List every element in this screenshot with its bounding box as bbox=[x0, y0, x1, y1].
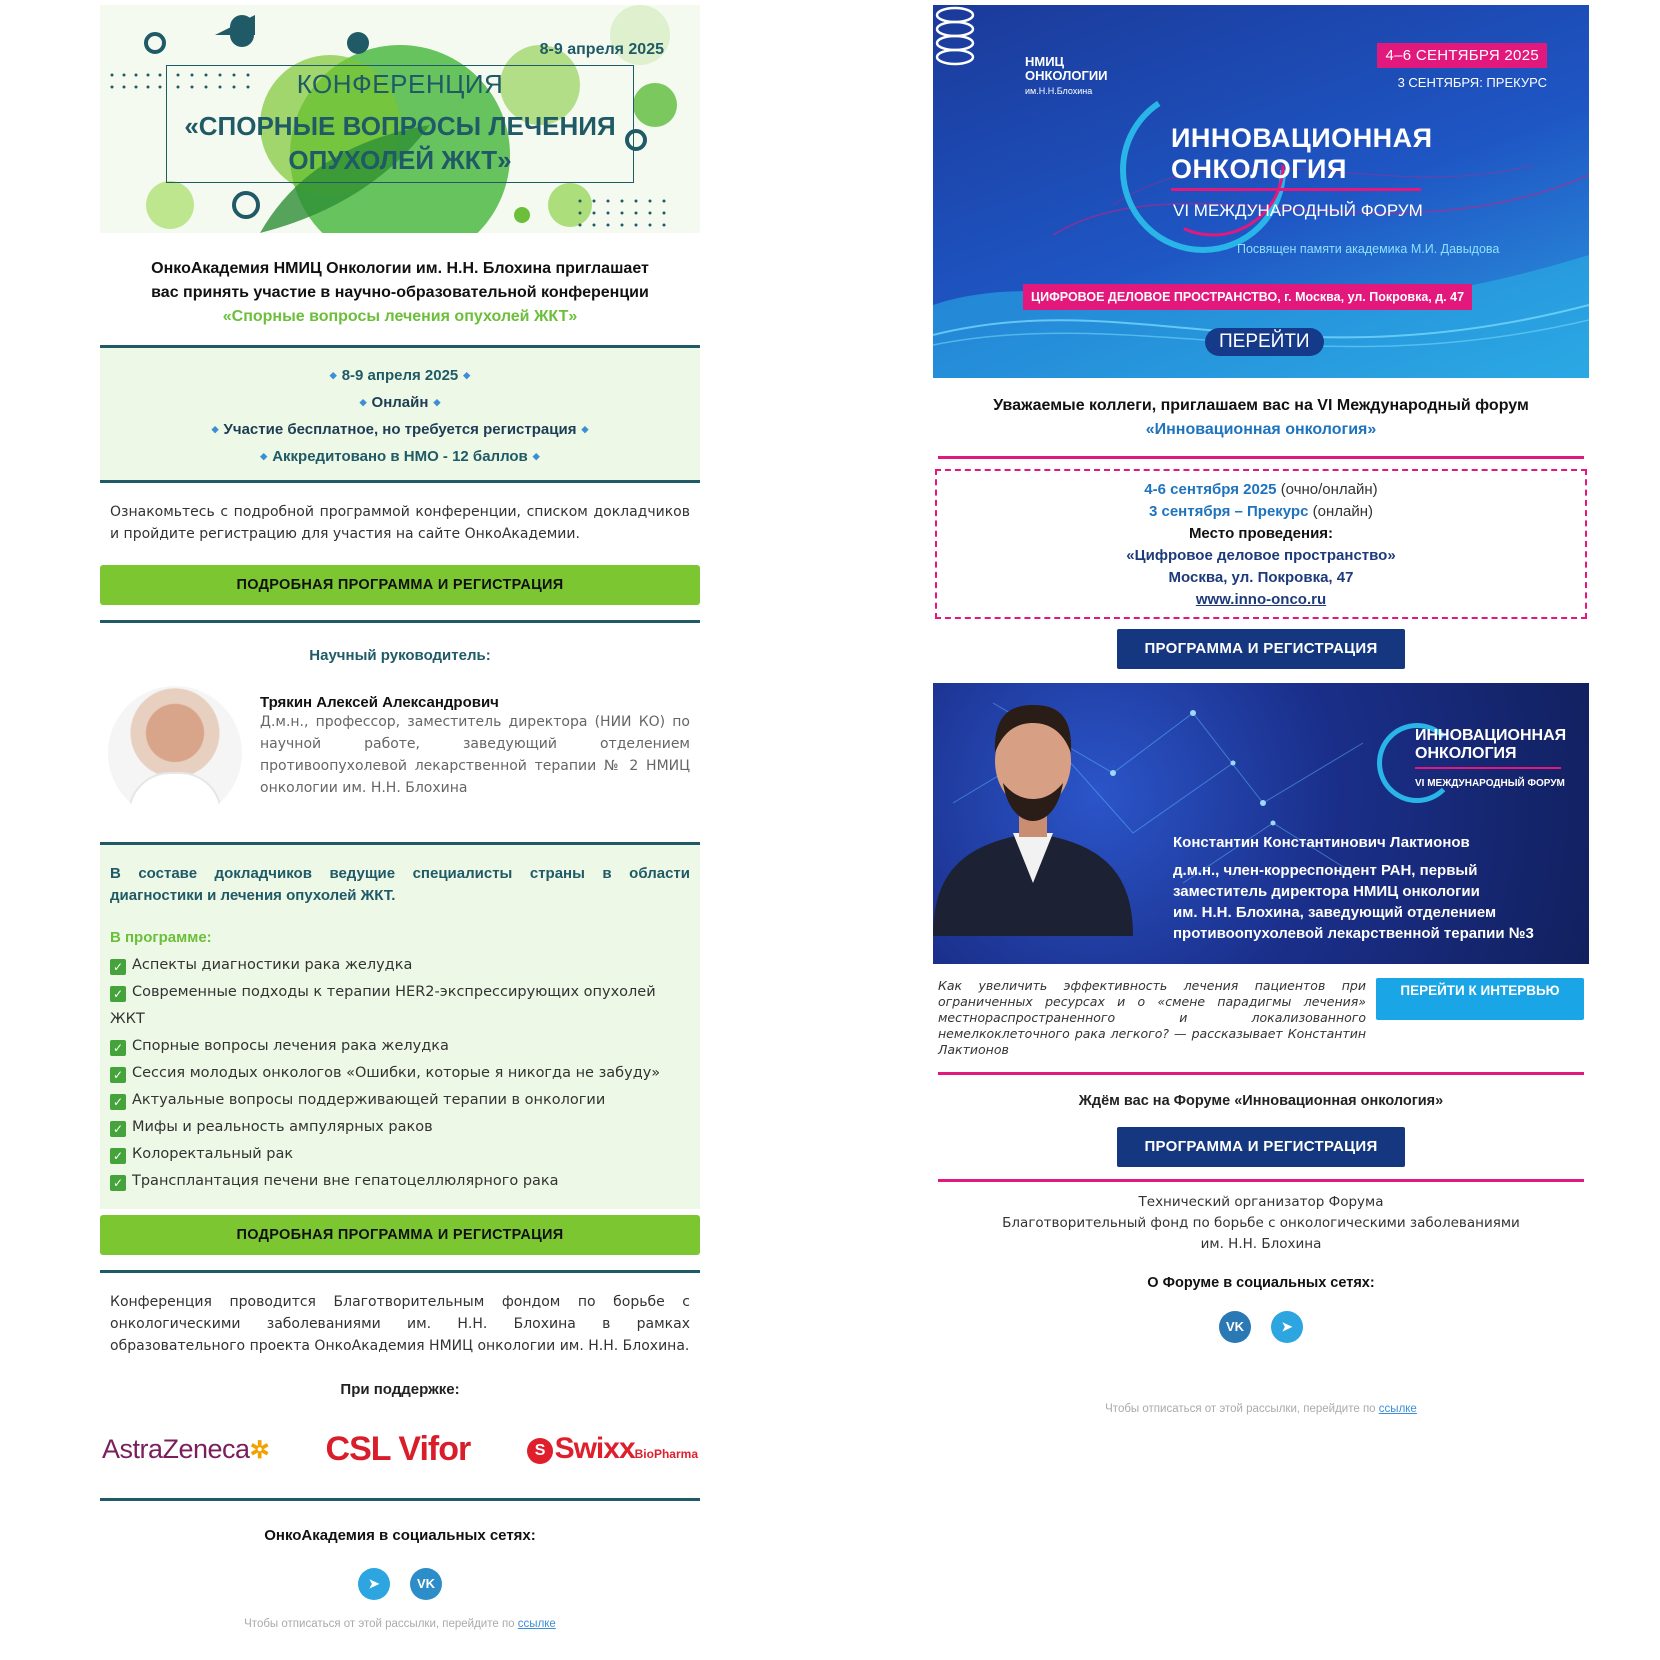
memorial-note: Посвящен памяти академика М.И. Давыдова bbox=[1237, 242, 1500, 256]
interview-text: Как увеличить эффективность лечения пациентов при ограниченных ресурсах и о «смене парадигмы лечения» местнораспространенного и локализованного немелкоклеточного рака легкого? — рассказывает Константин Лактионов bbox=[938, 978, 1366, 1057]
divider bbox=[938, 1179, 1584, 1182]
speakers-lead: В составе докладчиков ведущие специалисты страны в области диагностики и лечения опухолей ЖКТ. bbox=[110, 865, 690, 904]
forum-social-heading: О Форуме в социальных сетях: bbox=[1147, 1275, 1375, 1291]
brand-line: ОНКОЛОГИЯ bbox=[1415, 745, 1517, 762]
lead-info bbox=[260, 686, 690, 820]
lead-name: Трякин Алексей Александрович bbox=[260, 694, 499, 711]
forum-banner[interactable] bbox=[933, 5, 1589, 378]
venue-address: Москва, ул. Покровка, 47 bbox=[1168, 569, 1354, 586]
diamond-bullet-icon: ◆ bbox=[329, 370, 337, 380]
speaker-desc-line: противоопухолевой лекарственной терапии №3 bbox=[1173, 925, 1534, 942]
check-icon: ✓ bbox=[110, 1094, 126, 1110]
sponsor-name: Swixx bbox=[554, 1432, 635, 1465]
invitation-text bbox=[100, 257, 700, 329]
program-item-text: Сессия молодых онкологов «Ошибки, которые я никогда не забуду» bbox=[132, 1065, 661, 1081]
detail-precourse bbox=[937, 501, 1585, 523]
check-icon: ✓ bbox=[110, 986, 126, 1002]
fact-item bbox=[100, 416, 700, 443]
social-links bbox=[100, 1568, 700, 1600]
tech-line: им. Н.Н. Блохина bbox=[1200, 1236, 1322, 1252]
program-registration-button[interactable]: ПОДРОБНАЯ ПРОГРАММА И РЕГИСТРАЦИЯ bbox=[100, 565, 700, 605]
scientific-lead bbox=[100, 664, 700, 842]
forum-social-links bbox=[933, 1311, 1589, 1343]
forum-name: «Инновационная онкология» bbox=[1145, 421, 1377, 438]
interview-teaser bbox=[933, 964, 1589, 1070]
speaker-desc-line: д.м.н., член-корреспондент РАН, первый bbox=[1173, 862, 1478, 879]
brand-sub: VI МЕЖДУНАРОДНЫЙ ФОРУМ bbox=[1415, 778, 1565, 789]
program-list bbox=[110, 952, 690, 1195]
list-item bbox=[110, 1114, 690, 1141]
program-heading: В программе: bbox=[110, 929, 212, 946]
diamond-bullet-icon: ◆ bbox=[433, 397, 441, 407]
check-icon: ✓ bbox=[110, 1040, 126, 1056]
telegram-icon[interactable]: ➤ bbox=[1271, 1311, 1303, 1343]
tech-line: Благотворительный фонд по борьбе с онкологическими заболеваниями bbox=[1002, 1215, 1520, 1231]
list-item bbox=[110, 952, 690, 979]
csl-vifor-logo[interactable]: CSL Vifor bbox=[325, 1429, 471, 1468]
program-item-text: Современные подходы к терапии HER2-экспрессирующих опухолей ЖКТ bbox=[110, 984, 656, 1027]
key-facts bbox=[100, 348, 700, 480]
list-item bbox=[110, 1087, 690, 1114]
telegram-icon[interactable]: ➤ bbox=[358, 1568, 390, 1600]
venue-heading: Место проведения: bbox=[1188, 525, 1334, 542]
fact-text: 8-9 апреля 2025 bbox=[341, 367, 459, 384]
sponsor-logos bbox=[100, 1414, 700, 1484]
invitation-line: Уважаемые коллеги, приглашаем вас на VI Международный форум bbox=[993, 397, 1529, 414]
swixx-logo[interactable] bbox=[527, 1432, 698, 1466]
unsubscribe-text: Чтобы отписаться от этой рассылки, перейдите по bbox=[244, 1618, 515, 1630]
diamond-bullet-icon: ◆ bbox=[260, 451, 268, 461]
banner-kicker: КОНФЕРЕНЦИЯ bbox=[296, 69, 504, 99]
organizer-logo-text bbox=[1025, 55, 1108, 98]
unsubscribe-link[interactable]: ссылке bbox=[517, 1618, 556, 1630]
forum-registration-button[interactable]: ПРОГРАММА И РЕГИСТРАЦИЯ bbox=[1117, 629, 1405, 669]
sponsor-name: AstraZeneca bbox=[102, 1433, 250, 1464]
diamond-bullet-icon: ◆ bbox=[359, 397, 367, 407]
oncoacademy-newsletter bbox=[100, 5, 700, 1630]
banner-title-line: ОПУХОЛЕЙ ЖКТ» bbox=[288, 145, 512, 175]
check-icon: ✓ bbox=[110, 1148, 126, 1164]
forum-date-badge: 4–6 СЕНТЯБРЯ 2025 bbox=[1377, 43, 1547, 68]
list-item bbox=[110, 1168, 690, 1195]
forum-title-line: ИННОВАЦИОННАЯ bbox=[1171, 123, 1433, 153]
social-heading: ОнкоАкадемия в социальных сетях: bbox=[264, 1527, 536, 1544]
detail-dates bbox=[937, 479, 1585, 501]
invitation-line: ОнкоАкадемия НМИЦ Онкологии им. Н.Н. Блохина приглашает bbox=[151, 260, 649, 277]
program-registration-button-2[interactable]: ПОДРОБНАЯ ПРОГРАММА И РЕГИСТРАЦИЯ bbox=[100, 1215, 700, 1255]
forum-newsletter bbox=[933, 5, 1589, 1415]
org-subline: им.Н.Н.Блохина bbox=[1025, 86, 1093, 96]
forum-registration-button-2[interactable]: ПРОГРАММА И РЕГИСТРАЦИЯ bbox=[1117, 1127, 1405, 1167]
speaker-banner[interactable] bbox=[933, 683, 1589, 964]
fact-text: Онлайн bbox=[371, 394, 429, 411]
unsubscribe-text: Чтобы отписаться от этой рассылки, перейдите по bbox=[1105, 1403, 1376, 1415]
diamond-bullet-icon: ◆ bbox=[211, 424, 219, 434]
scientific-lead-heading: Научный руководитель: bbox=[309, 647, 491, 664]
brand-line: ИННОВАЦИОННАЯ bbox=[1415, 727, 1567, 744]
conference-banner[interactable] bbox=[100, 5, 700, 233]
list-item bbox=[110, 1141, 690, 1168]
org-line: ОНКОЛОГИИ bbox=[1025, 68, 1108, 83]
vk-icon[interactable]: VK bbox=[1219, 1311, 1251, 1343]
program-item-text: Трансплантация печени вне гепатоцеллюлярного рака bbox=[132, 1173, 559, 1189]
swixx-symbol-icon: S bbox=[527, 1438, 553, 1464]
program-item-text: Колоректальный рак bbox=[132, 1146, 294, 1162]
astrazeneca-symbol-icon: ✲ bbox=[249, 1436, 270, 1464]
fact-item bbox=[100, 362, 700, 389]
closing-invitation: Ждём вас на Форуме «Инновационная онкология» bbox=[1078, 1093, 1444, 1109]
check-icon: ✓ bbox=[110, 959, 126, 975]
diamond-bullet-icon: ◆ bbox=[463, 370, 471, 380]
speaker-brand bbox=[1415, 727, 1566, 793]
forum-title-line: ОНКОЛОГИЯ bbox=[1171, 154, 1347, 184]
precourse-mode: (онлайн) bbox=[1312, 503, 1373, 520]
brand-underline bbox=[1415, 767, 1561, 769]
conference-name: «Спорные вопросы лечения опухолей ЖКТ» bbox=[222, 308, 578, 325]
tech-line: Технический организатор Форума bbox=[1138, 1194, 1384, 1210]
forum-site-link[interactable]: www.inno-onco.ru bbox=[1195, 591, 1327, 608]
forum-invitation bbox=[933, 394, 1589, 442]
program-item-text: Спорные вопросы лечения рака желудка bbox=[132, 1038, 449, 1054]
organizer-note: Конференция проводится Благотворительным фондом по борьбе с онкологическими заболеваниями им. Н.Н. Блохина в рамках образовательного проекта ОнкоАкадемия НМИЦ онкологии им. Н.Н. Блохина. bbox=[110, 1294, 690, 1354]
fact-item bbox=[100, 389, 700, 416]
speaker-description bbox=[1173, 860, 1534, 944]
main-date-mode: (очно/онлайн) bbox=[1280, 481, 1378, 498]
check-icon: ✓ bbox=[110, 1175, 126, 1191]
program-item-text: Актуальные вопросы поддерживающей терапии в онкологии bbox=[132, 1092, 606, 1108]
diamond-bullet-icon: ◆ bbox=[532, 451, 540, 461]
org-line: НМИЦ bbox=[1025, 54, 1065, 69]
divider bbox=[100, 1498, 700, 1501]
forum-unsubscribe-note bbox=[933, 1403, 1589, 1415]
check-icon: ✓ bbox=[110, 1067, 126, 1083]
banner-title bbox=[166, 109, 634, 177]
avatar bbox=[108, 686, 242, 820]
check-icon: ✓ bbox=[110, 1121, 126, 1137]
program-item-text: Аспекты диагностики рака желудка bbox=[132, 957, 413, 973]
program-item-text: Мифы и реальность ампулярных раков bbox=[132, 1119, 433, 1135]
program-section bbox=[100, 845, 700, 1209]
interview-button[interactable]: ПЕРЕЙТИ К ИНТЕРВЬЮ bbox=[1376, 978, 1584, 1020]
list-item bbox=[110, 1033, 690, 1060]
fact-item bbox=[100, 443, 700, 470]
fact-text: Аккредитовано в НМО - 12 баллов bbox=[272, 448, 528, 465]
speaker-desc-line: заместитель директора НМИЦ онкологии bbox=[1173, 883, 1480, 900]
banner-title-line: «СПОРНЫЕ ВОПРОСЫ ЛЕЧЕНИЯ bbox=[184, 111, 616, 141]
astrazeneca-logo[interactable] bbox=[102, 1434, 269, 1465]
banner-date: 8-9 апреля 2025 bbox=[539, 41, 664, 58]
speaker-photo bbox=[933, 683, 1133, 936]
unsubscribe-note bbox=[100, 1618, 700, 1630]
venue-badge: ЦИФРОВОЕ ДЕЛОВОЕ ПРОСТРАНСТВО, г. Москва, ул. Покровка, д. 47 bbox=[1023, 284, 1472, 310]
main-date: 4-6 сентября 2025 bbox=[1144, 481, 1277, 498]
title-underline bbox=[1171, 188, 1421, 191]
nmits-logo-icon bbox=[933, 5, 977, 71]
diamond-bullet-icon: ◆ bbox=[581, 424, 589, 434]
technical-organizer bbox=[933, 1192, 1589, 1255]
precourse-date-text: 3 сентября – Прекурс bbox=[1148, 503, 1309, 520]
precourse-date: 3 СЕНТЯБРЯ: ПРЕКУРС bbox=[1397, 75, 1547, 90]
forum-subtitle: VI МЕЖДУНАРОДНЫЙ ФОРУМ bbox=[1173, 201, 1423, 220]
list-item bbox=[110, 979, 690, 1033]
fact-text: Участие бесплатное, но требуется регистрация bbox=[223, 421, 577, 438]
banner-go-button[interactable]: ПЕРЕЙТИ bbox=[1205, 328, 1324, 356]
invitation-line: вас принять участие в научно-образовательной конференции bbox=[151, 284, 649, 301]
lead-description: Д.м.н., профессор, заместитель директора (НИИ КО) по научной работе, заведующий отделением противоопухолевой лекарственной терапии № 2 НМИЦ онкологии им. Н.Н. Блохина bbox=[260, 714, 690, 796]
forum-title bbox=[1171, 123, 1433, 185]
speaker-desc-line: им. Н.Н. Блохина, заведующий отделением bbox=[1173, 904, 1497, 921]
sponsor-subname: BioPharma bbox=[634, 1447, 698, 1461]
divider bbox=[938, 456, 1584, 459]
support-heading: При поддержке: bbox=[340, 1381, 460, 1398]
vk-icon[interactable]: VK bbox=[410, 1568, 442, 1600]
unsubscribe-link[interactable]: ссылке bbox=[1378, 1403, 1417, 1415]
list-item bbox=[110, 1060, 690, 1087]
divider bbox=[100, 620, 700, 623]
speaker-name: Константин Константинович Лактионов bbox=[1173, 834, 1470, 851]
program-note: Ознакомьтесь с подробной программой конференции, списком докладчиков и пройдите регистрацию для участия на сайте ОнкоАкадемии. bbox=[110, 504, 690, 542]
divider bbox=[938, 1072, 1584, 1075]
venue-name: «Цифровое деловое пространство» bbox=[1126, 547, 1396, 564]
forum-details bbox=[935, 469, 1587, 619]
